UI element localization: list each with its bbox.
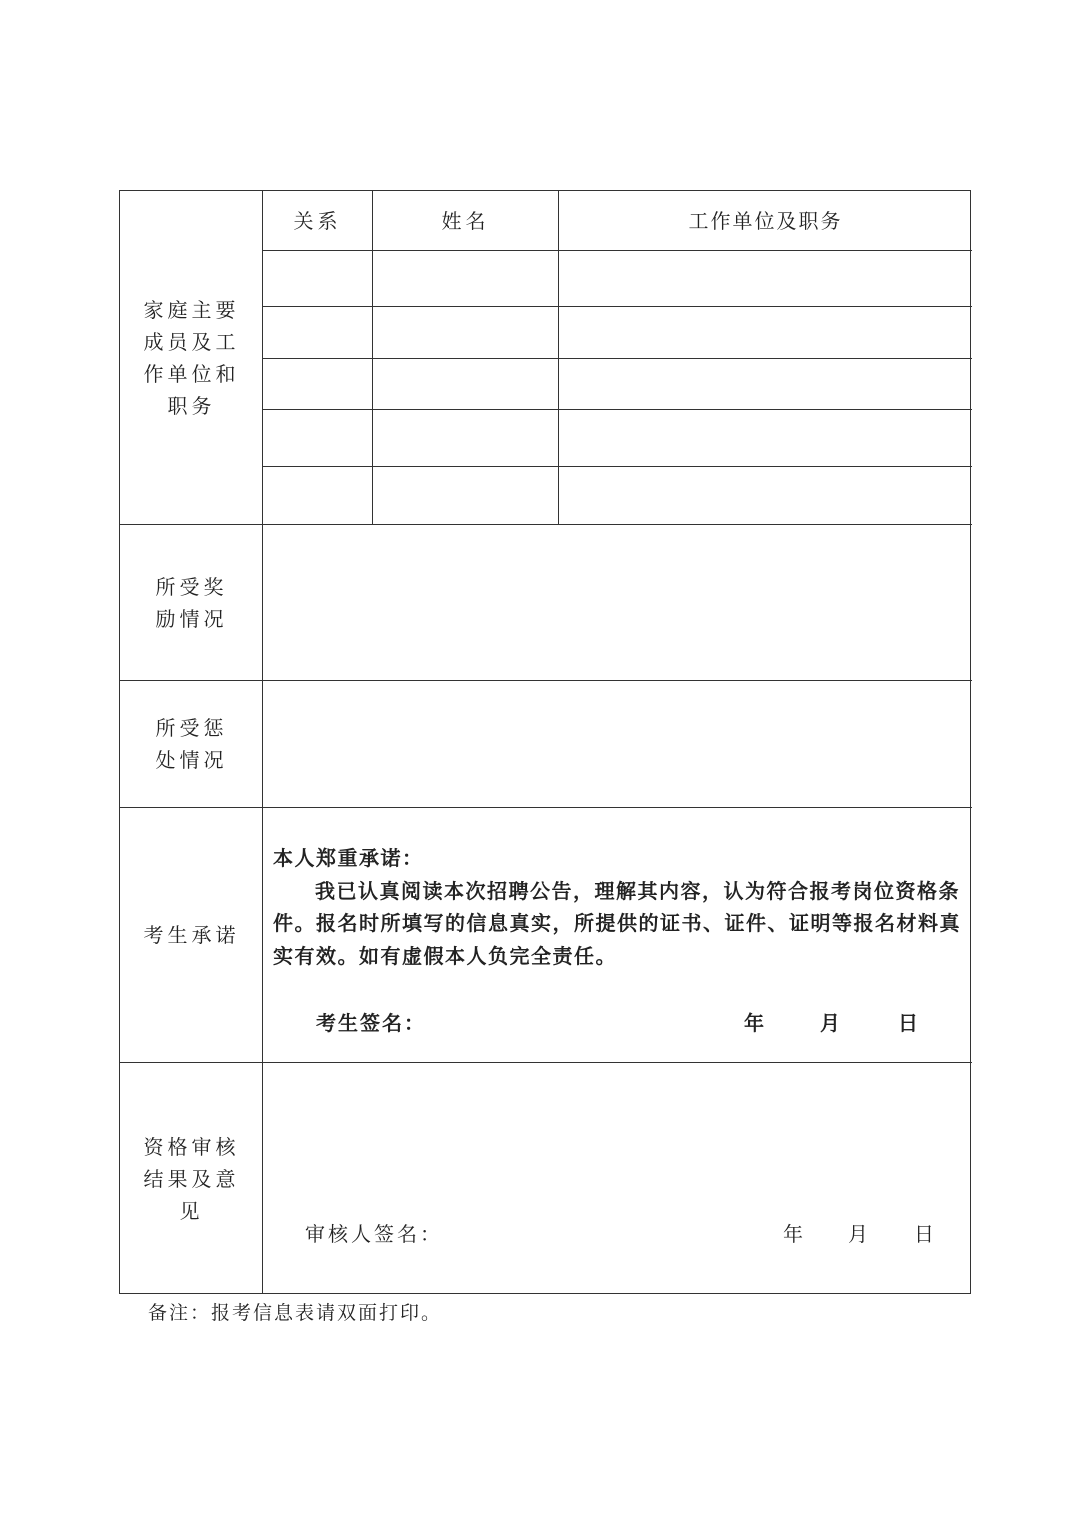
registration-form-table	[119, 190, 971, 1294]
candidate-signature-label: 考生签名：	[316, 1011, 426, 1035]
pledge-label: 考生承诺	[143, 923, 240, 947]
family-row-5[interactable]	[263, 467, 972, 524]
review-month: 月	[848, 1222, 868, 1246]
awards-content[interactable]	[263, 525, 972, 680]
reviewer-signature-label: 审核人签名：	[305, 1222, 443, 1246]
pledge-text	[273, 842, 963, 972]
family-row-4[interactable]	[263, 410, 972, 466]
family-row-1[interactable]	[263, 251, 972, 306]
pledge-month: 月	[820, 1011, 840, 1035]
review-year: 年	[783, 1222, 803, 1246]
punishments-label: 所受惩处情况	[155, 716, 228, 772]
pledge-day: 日	[898, 1011, 918, 1035]
family-row-2[interactable]	[263, 307, 972, 358]
awards-label: 所受奖励情况	[155, 574, 228, 631]
header-name: 姓名	[441, 209, 490, 233]
header-workplace-position: 工作单位及职务	[688, 209, 843, 233]
family-section-label: 家庭主要成员及工作单位和职务	[143, 297, 240, 418]
review-day: 日	[914, 1222, 934, 1246]
review-label: 资格审核结果及意见	[143, 1134, 240, 1223]
pledge-body: 我已认真阅读本次招聘公告，理解其内容，认为符合报考岗位资格条件。报名时所填写的信息真实，所提供的证书、证件、证明等报名材料真实有效。如有虚假本人负完全责任。	[273, 878, 961, 968]
header-relation: 关系	[293, 209, 342, 233]
pledge-year: 年	[744, 1011, 764, 1035]
punishments-content[interactable]	[263, 681, 972, 807]
pledge-heading: 本人郑重承诺：	[273, 846, 424, 870]
print-note: 备注：报考信息表请双面打印。	[148, 1302, 443, 1324]
review-content[interactable]	[263, 1063, 972, 1294]
family-row-3[interactable]	[263, 359, 972, 409]
